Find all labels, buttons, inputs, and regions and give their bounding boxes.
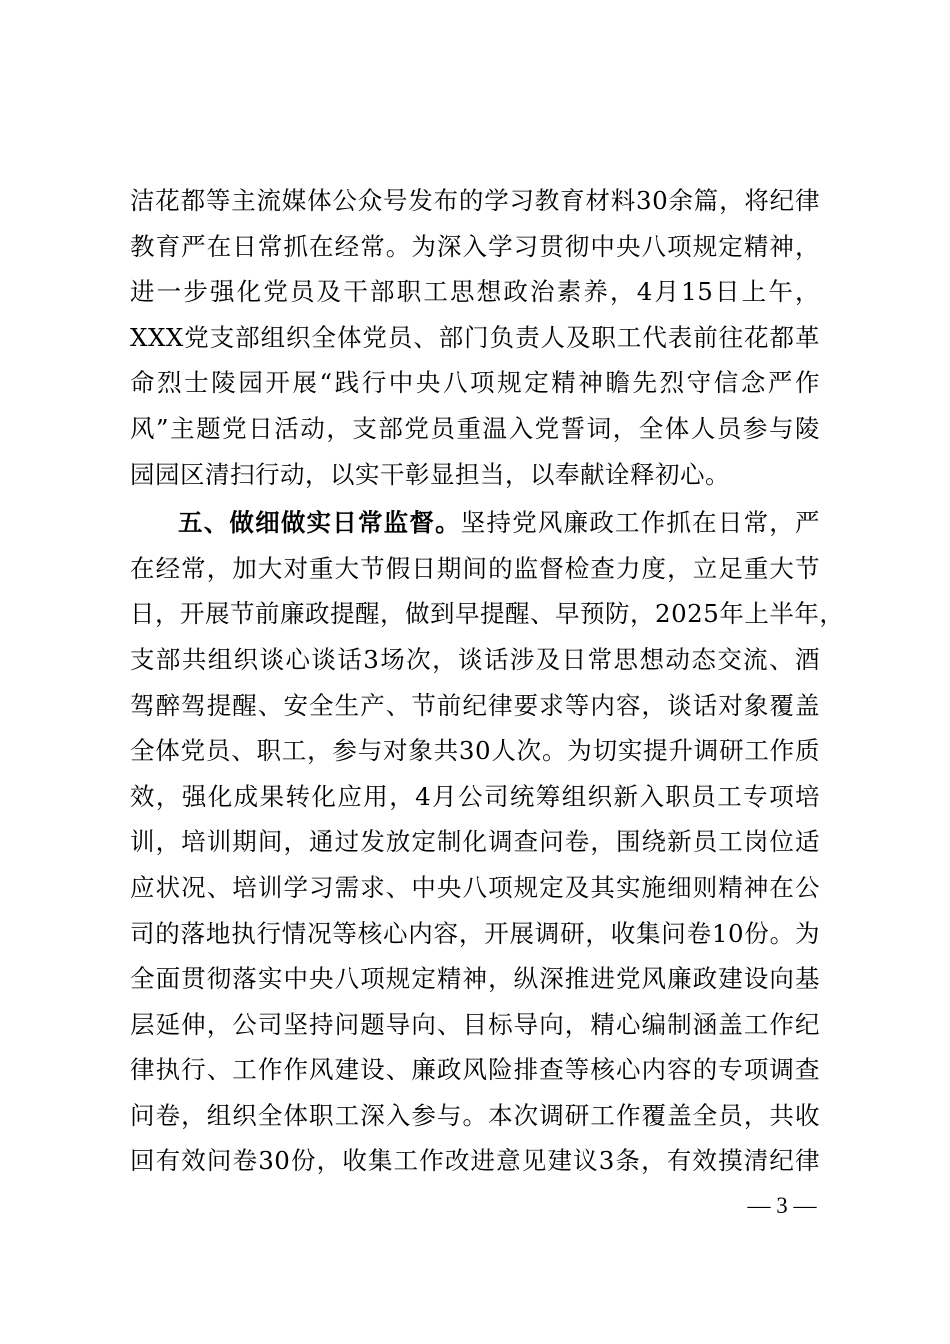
section-first-line xyxy=(130,500,820,546)
text-line: 园园区清扫行动，以实干彰显担当，以奉献诠释初心。 xyxy=(130,459,730,489)
text-line: 效，强化成果转化应用，4月公司统筹组织新入职员工专项培 xyxy=(130,781,820,811)
text-line: 教育严在日常抓在经常。为深入学习贯彻中央八项规定精神， xyxy=(130,231,820,261)
text-line: 全面贯彻落实中央八项规定精神，纵深推进党风廉政建设向基 xyxy=(130,964,820,994)
text-line: 应状况、培训学习需求、中央八项规定及其实施细则精神在公 xyxy=(130,872,820,902)
text-line: 司的落地执行情况等核心内容，开展调研，收集问卷10份。为 xyxy=(130,918,820,948)
text-line: 层延伸，公司坚持问题导向、目标导向，精心编制涵盖工作纪 xyxy=(130,1009,820,1039)
text-line: 训，培训期间，通过发放定制化调查问卷，围绕新员工岗位适 xyxy=(130,827,820,857)
text-line: 问卷，组织全体职工深入参与。本次调研工作覆盖全员，共收 xyxy=(130,1100,820,1130)
section-five-paragraph xyxy=(130,500,845,1184)
text-line: XXX党支部组织全体党员、部门负责人及职工代表前往花都革 xyxy=(130,322,820,352)
text-line: 命烈士陵园开展“践行中央八项规定精神瞻先烈守信念严作 xyxy=(130,368,820,398)
document-body xyxy=(130,178,845,1184)
text-line: 律执行、工作作风建设、廉政风险排查等核心内容的专项调查 xyxy=(130,1055,820,1085)
section-first-line-text: 坚持党风廉政工作抓在日常，严 xyxy=(460,508,821,538)
page-number: — 3 — xyxy=(747,1193,817,1218)
section-heading: 五、做细做实日常监督。 xyxy=(178,508,461,538)
text-line: 风”主题党日活动，支部党员重温入党誓词，全体人员参与陵 xyxy=(130,413,820,443)
text-line: 驾醉驾提醒、安全生产、节前纪律要求等内容，谈话对象覆盖 xyxy=(130,690,820,720)
text-line: 洁花都等主流媒体公众号发布的学习教育材料30余篇，将纪律 xyxy=(130,186,820,215)
paragraph-continued xyxy=(130,178,820,497)
text-line: 日，开展节前廉政提醒，做到早提醒、早预防，2025年上半年， xyxy=(130,599,845,629)
text-line: 回有效问卷30份，收集工作改进意见建议3条，有效摸清纪律 xyxy=(130,1146,820,1176)
text-line: 支部共组织谈心谈话3场次，谈话涉及日常思想动态交流、酒 xyxy=(130,644,820,674)
text-line: 进一步强化党员及干部职工思想政治素养，4月15日上午， xyxy=(130,277,820,307)
text-line: 在经常，加大对重大节假日期间的监督检查力度，立足重大节 xyxy=(130,553,820,583)
text-line: 全体党员、职工，参与对象共30人次。为切实提升调研工作质 xyxy=(130,736,820,766)
